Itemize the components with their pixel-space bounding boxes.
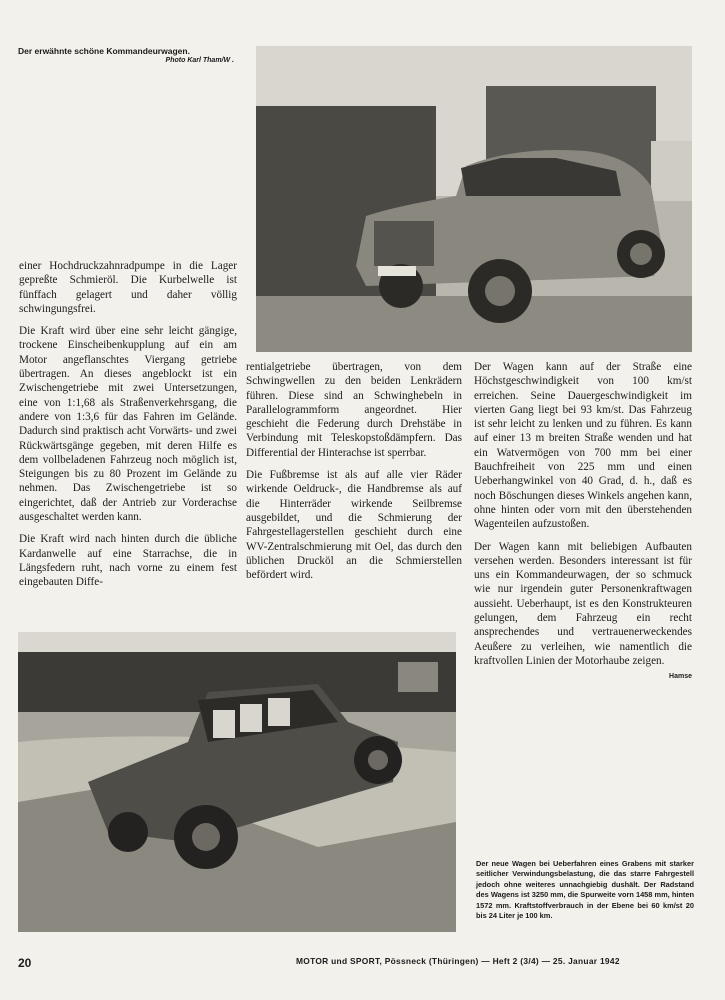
commander-car-photo <box>256 46 692 352</box>
ditch-crossing-photo <box>18 632 456 932</box>
article-column-2 <box>246 360 462 590</box>
paragraph: einer Hochdruckzahnradpumpe in die Lager gepreßte Schmieröl. Die Kurbelwelle ist fünffach gelagert und daher völlig schwingungsfrei. <box>19 260 237 315</box>
top-photo-caption <box>18 46 248 65</box>
page-number: 20 <box>18 956 32 970</box>
author-signature: Hamse <box>669 673 692 681</box>
article-column-1 <box>19 259 237 598</box>
paragraph: Der Wagen kann auf der Straße eine Höchstgeschwindigkeit von 100 km/st erreichen. Seine Dauergeschwindigkeit im vierten Gang liegt bei 93 km/st. Das Fahrzeug ist sehr leicht zu lenken und zu führen. Es kann auf einer 13 m breiten Straße wenden und hat ein Watvermögen von 700 mm bei einer Bauchfreiheit von 225 mm und einen Ueberhangwinkel von 40 Grad, d. h., daß es noch Böschungen dieses Winkels angehen kann, ohne hinten oder vorn mit den überstehenden Wagenteilen aufzustoßen. <box>474 361 692 531</box>
paragraph: Der Wagen kann mit beliebigen Aufbauten versehen werden. Besonders interessant ist für uns ein Kommandeurwagen, der so schmuck wie nur irgendein guter Personenkraftwagen aussieht. Ueberhaupt, ist es den Konstrukteuren gelungen, dem Fahrzeug ein recht ansprechendes und vertrauenerweckendes Aeußere zu verleihen, wie namentlich die kraftvollen Linien der Motorhaube zeigen. <box>474 540 692 667</box>
bottom-photo-caption: Der neue Wagen bei Ueberfahren eines Grabens mit starker seitlicher Verwindungsbelastung, die das starre Fahrgestell jedoch ohne weiteres unnachgiebig dushält. Der Radstand des Wagens ist 3250 mm, die Spurweite vorn 1458 mm, hinten 1572 mm. Kraftstoffverbrauch in der Ebene bei 60 km/st 20 bis 24 Liter je 100 km. <box>476 859 694 921</box>
article-column-3 <box>474 360 692 685</box>
photo-credit: Photo Karl Tham/W . <box>165 56 234 64</box>
top-photo-caption-text: Der erwähnte schöne Kommandeurwagen. <box>18 46 190 56</box>
paragraph: Die Kraft wird über eine sehr leicht gängige, trockene Einscheibenkupplung auf ein am Motor angeflanschtes Viergang getriebe übertragen. An dieses angeblockt ist ein Zwischengetriebe mit zwei Untersetzungen, eine von 1:1,68 als Straßenverkehrsgang, die andere von 1:3,6 für das Fahren im Gelände. Dadurch sind praktisch acht Vorwärts- und zwei Rückwärtsgänge gegeben, mit deren Hilfe es dem vollbeladenen Fahrzeug noch möglich ist, Steigungen bis zu 80 Prozent im Gelände zu nehmen. Das Zwischengetriebe ist so eingerichtet, daß der Antrieb zur Vorderachse ausgeschaltet werden kann. <box>19 325 237 524</box>
paragraph: rentialgetriebe übertragen, von dem Schwingwellen zu den beiden Lenkrädern führen. Diese sind an Schwinghebeln in Parallelogrammform angeordnet. Hier geschieht die Federung durch Drehstäbe in Verbindung mit Teleskopstoßdämpfern. Das Differential der Hinterachse ist sperrbar. <box>246 361 462 459</box>
publication-footer: MOTOR und SPORT, Pössneck (Thüringen) — Heft 2 (3/4) — 25. Januar 1942 <box>296 956 620 966</box>
paragraph: Die Kraft wird nach hinten durch die übliche Kardanwelle auf eine Starrachse, die in Längsfedern ruht, nach vorne zu einem fest eingebauten Diffe- <box>19 533 237 589</box>
paragraph: Die Fußbremse ist als auf alle vier Räder wirkende Oeldruck-, die Handbremse als auf die Hinterräder wirkende Seilbremse ausgebildet, und die Schmierung der Fahrgestellagerstellen geschieht durch eine WV-Zentralschmierung mit Oel, das durch den üblichen Drucköl an die Schmierstellen befördert wird. <box>246 469 462 582</box>
